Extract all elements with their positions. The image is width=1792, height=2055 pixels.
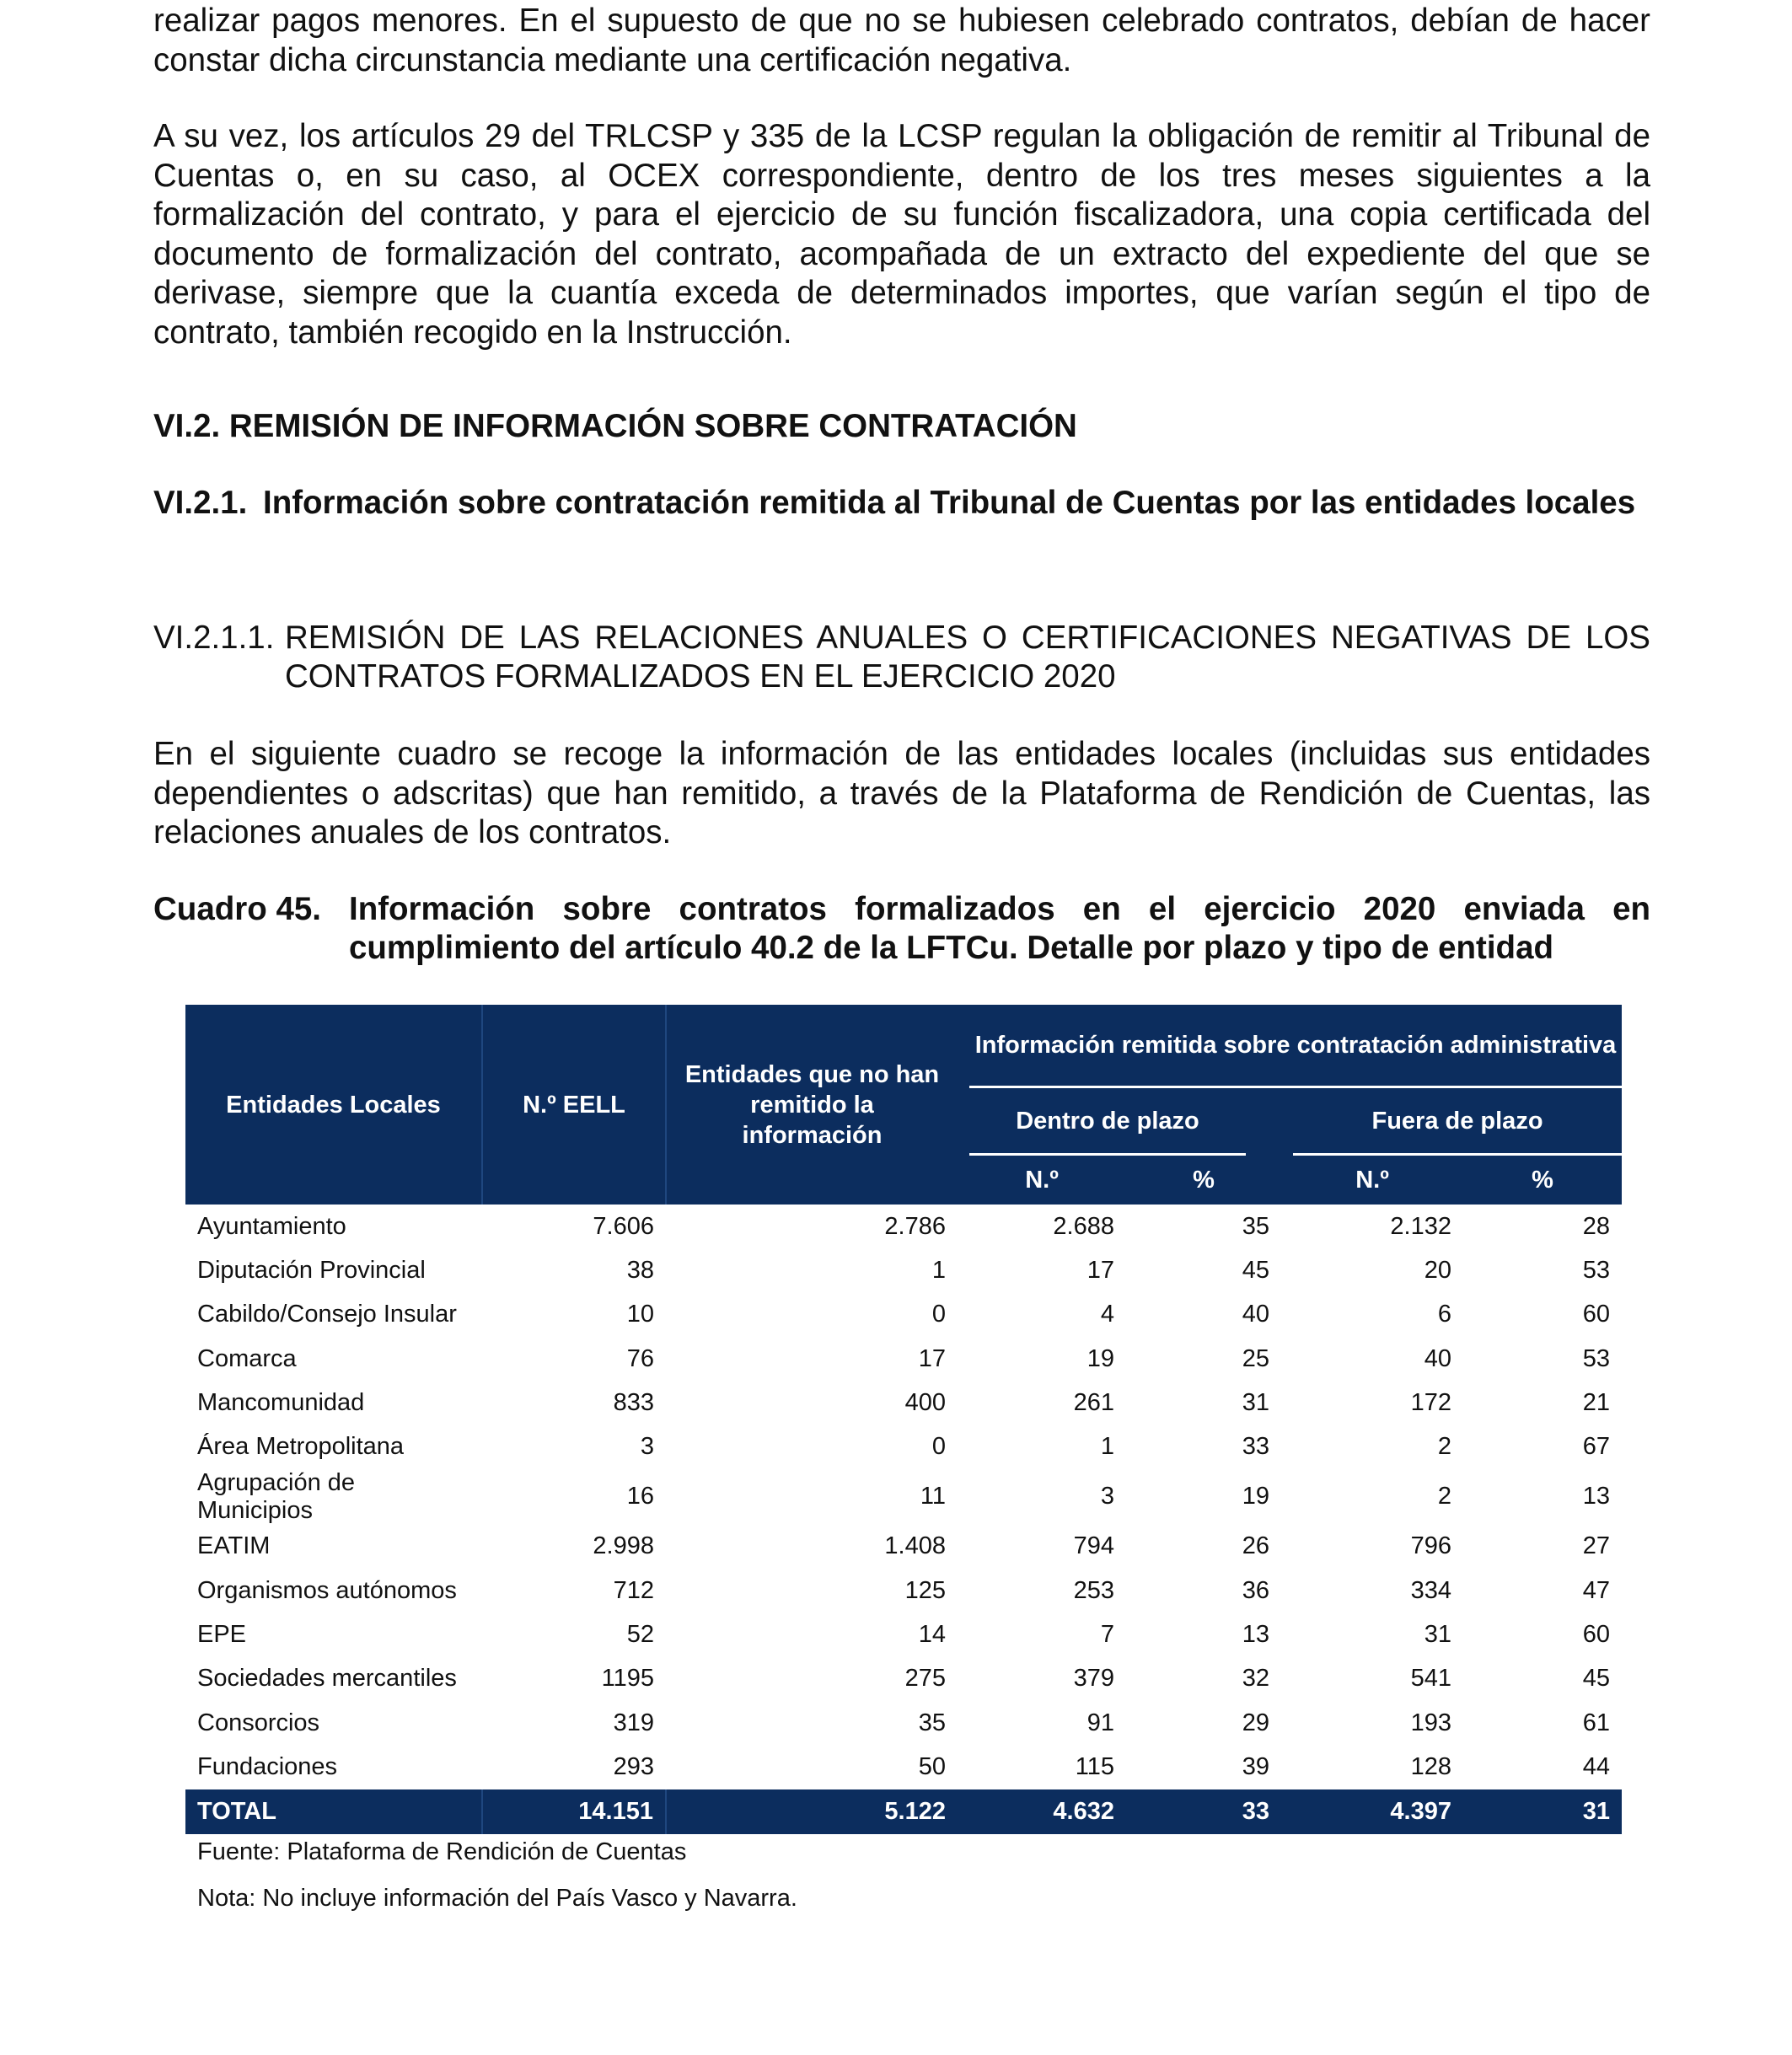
cell-neell: 319 [613, 1709, 654, 1736]
subsubsection-heading [153, 619, 1650, 696]
cell-fuera-num: 4.397 [1281, 1789, 1463, 1834]
header-no-remitido: Entidades que no han remitido la información [666, 1005, 958, 1205]
cell-dentro-num: 261 [1073, 1388, 1114, 1416]
cell-neell: 7.606 [593, 1212, 654, 1240]
table-row [185, 1425, 1622, 1468]
table-source: Fuente: Plataforma de Rendición de Cuentas [197, 1838, 687, 1865]
cell-no-remitido: 5.122 [666, 1789, 958, 1834]
cell-dentro-num: 794 [1073, 1532, 1114, 1560]
table-row [185, 1701, 1622, 1745]
cell-entidad: Organismos autónomos [197, 1576, 457, 1604]
cell-neell: 10 [626, 1301, 654, 1328]
table-note: Nota: No incluye información del País Vasco y Navarra. [197, 1885, 797, 1912]
cell-entidad: Agrupación de Municipios [197, 1468, 356, 1524]
cell-dentro-pct: 25 [1242, 1344, 1269, 1372]
cell-dentro-pct: 31 [1242, 1388, 1269, 1416]
cell-neell: 293 [613, 1752, 654, 1780]
cell-entidad: EATIM [197, 1532, 271, 1560]
cell-dentro-num: 379 [1073, 1665, 1114, 1693]
cell-fuera-num: 2 [1437, 1433, 1451, 1461]
cell-fuera-num: 6 [1437, 1301, 1451, 1328]
header-fuera-pct: % [1463, 1156, 1622, 1205]
cell-dentro-pct: 45 [1242, 1256, 1269, 1284]
table-row [185, 1337, 1622, 1381]
cell-dentro-pct: 19 [1242, 1483, 1269, 1510]
header-fuera-plazo: Fuera de plazo [1281, 1088, 1622, 1156]
paragraph-table-intro: En el siguiente cuadro se recoge la información de las entidades locales (incluidas sus entidades dependientes o adscritas) que han remitido, a través de la Plataforma de Rendición de Cuentas, las relaciones anuales de los contratos. [153, 736, 1650, 850]
table-row [185, 1205, 1622, 1248]
header-fuera-num: N.º [1281, 1156, 1463, 1205]
cell-fuera-pct: 67 [1582, 1433, 1611, 1461]
cell-fuera-pct: 21 [1582, 1388, 1611, 1416]
cell-no-remitido: 1.408 [884, 1532, 946, 1560]
table-row [185, 1525, 1622, 1569]
cell-no-remitido: 125 [904, 1576, 946, 1604]
cell-dentro-pct: 33 [1242, 1433, 1269, 1461]
cell-entidad: Consorcios [197, 1709, 320, 1736]
cell-fuera-num: 796 [1410, 1532, 1451, 1560]
table-row [185, 1745, 1622, 1789]
cell-fuera-num: 31 [1424, 1621, 1451, 1649]
cell-dentro-pct: 40 [1242, 1301, 1269, 1328]
cell-fuera-num: 541 [1410, 1665, 1451, 1693]
cell-dentro-num: 1 [1100, 1433, 1114, 1461]
cell-fuera-pct: 47 [1582, 1576, 1611, 1604]
cell-fuera-pct: 53 [1582, 1256, 1611, 1284]
header-dentro-pct: % [1126, 1156, 1281, 1205]
cell-dentro-num: 2.688 [1053, 1212, 1114, 1240]
cell-neell: 833 [613, 1388, 654, 1416]
cell-dentro-num: 115 [1075, 1752, 1114, 1780]
cell-no-remitido: 400 [904, 1388, 946, 1416]
cell-no-remitido: 0 [931, 1433, 946, 1461]
contracts-table [185, 1005, 1622, 1834]
cell-dentro-pct: 29 [1242, 1709, 1269, 1736]
cell-entidad: Cabildo/Consejo Insular [197, 1301, 457, 1328]
cell-fuera-num: 128 [1410, 1752, 1451, 1780]
table-caption-title: Información sobre contratos formalizados en el ejercicio 2020 enviada en cumplimiento del artículo 40.2 de la LFTCu. Detalle por plazo y tipo de entidad [349, 891, 1650, 966]
cell-entidad: Fundaciones [197, 1752, 338, 1780]
cell-dentro-pct: 33 [1126, 1789, 1281, 1834]
section-heading: VI.2. REMISIÓN DE INFORMACIÓN SOBRE CONTRATACIÓN [153, 408, 1077, 444]
cell-neell: 2.998 [593, 1532, 654, 1560]
cell-dentro-pct: 36 [1242, 1576, 1269, 1604]
cell-no-remitido: 11 [920, 1483, 946, 1510]
table-row [185, 1569, 1622, 1612]
cell-dentro-num: 7 [1100, 1621, 1114, 1649]
cell-dentro-num: 17 [1086, 1256, 1114, 1284]
cell-dentro-pct: 13 [1242, 1621, 1269, 1649]
table-caption-label: Cuadro 45. [153, 891, 321, 927]
cell-entidad: Diputación Provincial [197, 1256, 426, 1284]
header-neell: N.º EELL [482, 1005, 666, 1205]
cell-entidad: Comarca [197, 1344, 297, 1372]
table-row [185, 1612, 1622, 1656]
cell-dentro-num: 4.632 [958, 1789, 1126, 1834]
cell-entidad: Ayuntamiento [197, 1212, 346, 1240]
header-entidades: Entidades Locales [185, 1005, 482, 1205]
cell-neell: 1195 [601, 1665, 654, 1693]
cell-no-remitido: 50 [918, 1752, 946, 1780]
cell-neell: 3 [640, 1433, 654, 1461]
cell-dentro-num: 3 [1100, 1483, 1114, 1510]
cell-dentro-num: 91 [1086, 1709, 1114, 1736]
cell-fuera-num: 40 [1424, 1344, 1451, 1372]
cell-no-remitido: 2.786 [884, 1212, 946, 1240]
cell-fuera-num: 2.132 [1390, 1212, 1451, 1240]
cell-neell: 14.151 [482, 1789, 666, 1834]
cell-fuera-pct: 60 [1582, 1301, 1611, 1328]
table-row [185, 1657, 1622, 1701]
cell-fuera-pct: 28 [1582, 1212, 1611, 1240]
cell-fuera-pct: 44 [1582, 1752, 1611, 1780]
cell-neell: 38 [626, 1256, 654, 1284]
table-row [185, 1469, 1622, 1525]
table-row [185, 1248, 1622, 1292]
cell-dentro-pct: 26 [1242, 1532, 1269, 1560]
header-dentro-plazo: Dentro de plazo [958, 1088, 1281, 1156]
cell-fuera-pct: 61 [1582, 1709, 1611, 1736]
cell-no-remitido: 17 [918, 1344, 946, 1372]
cell-no-remitido: 14 [918, 1621, 946, 1649]
cell-entidad: EPE [197, 1621, 247, 1649]
cell-dentro-num: 19 [1086, 1344, 1114, 1372]
cell-fuera-num: 20 [1424, 1256, 1451, 1284]
paragraph-legal: A su vez, los artículos 29 del TRLCSP y 335 de la LCSP regulan la obligación de remitir al Tribunal de Cuentas o, en su caso, al OCEX correspondiente, dentro de los tres meses siguientes a la formalización del contrato, y para el ejercicio de su función fiscalizadora, una copia certificada del documento de formalización del contrato, acompañada de un extracto del expediente del que se derivase, siempre que la cuantía exceda de determinados importes, que varían según el tipo de contrato, también recogido en la Instrucción. [153, 118, 1650, 351]
table-total-row [185, 1789, 1622, 1834]
cell-fuera-num: 334 [1410, 1576, 1451, 1604]
cell-fuera-pct: 27 [1582, 1532, 1611, 1560]
subsection-heading [153, 484, 1650, 523]
subsection-title: Información sobre contratación remitida al Tribunal de Cuentas por las entidades locales [263, 485, 1636, 521]
cell-fuera-num: 2 [1437, 1483, 1451, 1510]
cell-fuera-pct: 13 [1582, 1483, 1611, 1510]
table-row [185, 1293, 1622, 1337]
cell-neell: 76 [626, 1344, 654, 1372]
cell-neell: 52 [626, 1621, 654, 1649]
cell-dentro-pct: 35 [1242, 1212, 1269, 1240]
cell-neell: 16 [626, 1483, 654, 1510]
table-row [185, 1381, 1622, 1425]
subsection-number: VI.2.1. [153, 485, 248, 521]
cell-neell: 712 [613, 1576, 654, 1604]
cell-dentro-num: 4 [1100, 1301, 1114, 1328]
cell-dentro-pct: 32 [1242, 1665, 1269, 1693]
cell-entidad: Sociedades mercantiles [197, 1665, 457, 1693]
cell-fuera-num: 172 [1410, 1388, 1451, 1416]
cell-no-remitido: 0 [931, 1301, 946, 1328]
table-caption [153, 890, 1650, 968]
cell-dentro-pct: 39 [1242, 1752, 1269, 1780]
cell-entidad: Área Metropolitana [197, 1433, 405, 1461]
header-group: Información remitida sobre contratación administrativa [958, 1005, 1622, 1088]
cell-entidad: TOTAL [185, 1789, 482, 1834]
cell-fuera-pct: 31 [1463, 1789, 1622, 1834]
subsubsection-title: REMISIÓN DE LAS RELACIONES ANUALES O CERTIFICACIONES NEGATIVAS DE LOS CONTRATOS FORMALIZADOS EN EL EJERCICIO 2020 [285, 620, 1650, 695]
cell-entidad: Mancomunidad [197, 1388, 365, 1416]
cell-no-remitido: 35 [918, 1709, 946, 1736]
cell-fuera-pct: 45 [1582, 1665, 1611, 1693]
cell-dentro-num: 253 [1073, 1576, 1114, 1604]
cell-fuera-pct: 53 [1582, 1344, 1611, 1372]
cell-no-remitido: 1 [931, 1256, 946, 1284]
paragraph-intro: realizar pagos menores. En el supuesto de que no se hubiesen celebrado contratos, debían de hacer constar dicha circunstancia mediante una certificación negativa. [153, 3, 1650, 78]
cell-fuera-pct: 60 [1582, 1621, 1611, 1649]
subsubsection-number: VI.2.1.1. [153, 620, 275, 656]
header-dentro-num: N.º [958, 1156, 1126, 1205]
cell-no-remitido: 275 [904, 1665, 946, 1693]
cell-fuera-num: 193 [1410, 1709, 1451, 1736]
